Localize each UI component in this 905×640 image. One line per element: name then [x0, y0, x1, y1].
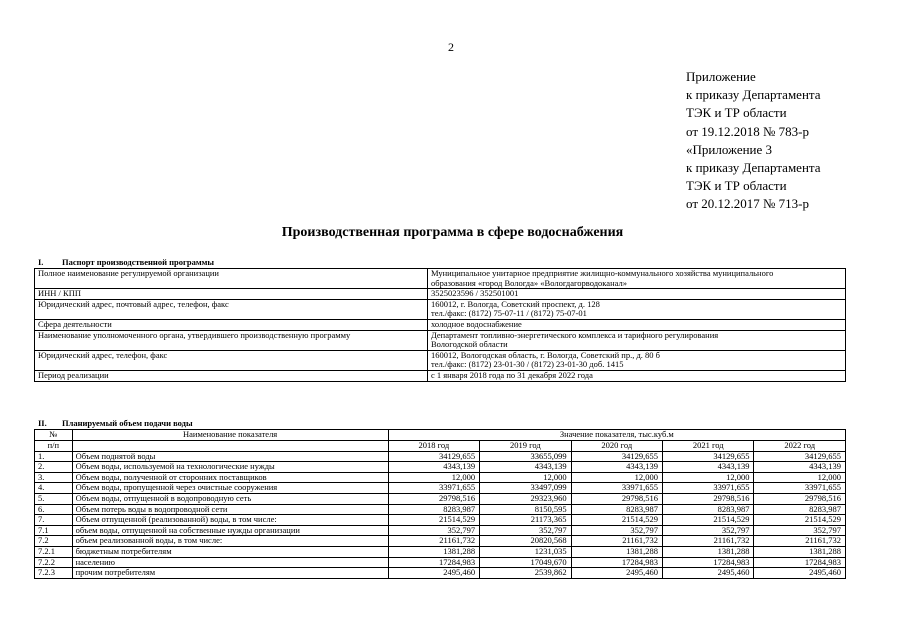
- row-value: 21173,365: [480, 515, 571, 526]
- year-header: 2022 год: [754, 440, 846, 451]
- row-value: 21161,732: [571, 536, 662, 547]
- appendix-line: Приложение: [686, 69, 756, 84]
- row-number: 7.2.2: [35, 557, 73, 568]
- passport-key: Период реализации: [35, 370, 428, 381]
- row-value: 21514,529: [571, 515, 662, 526]
- passport-value: [428, 350, 846, 370]
- row-name: Объем воды, полученной от сторонних поставщиков: [72, 472, 388, 483]
- table-row: [35, 451, 846, 462]
- row-value: 1381,288: [754, 546, 846, 557]
- appendix-line: к приказу Департамента: [686, 87, 821, 103]
- row-number: 4.: [35, 483, 73, 494]
- table-row: [35, 525, 846, 536]
- row-value: 17049,670: [480, 557, 571, 568]
- row-number: 7.2: [35, 536, 73, 547]
- row-name: населению: [72, 557, 388, 568]
- year-header: 2020 год: [571, 440, 662, 451]
- row-number: 7.2.1: [35, 546, 73, 557]
- row-value: 21514,529: [663, 515, 754, 526]
- passport-value-line: 160012, Вологодская область, г. Вологда, Советский пр., д. 80 б: [431, 349, 661, 360]
- row-value: 33655,099: [480, 451, 571, 462]
- passport-value-line: Вологодской области: [431, 339, 508, 350]
- row-value: 29323,960: [480, 493, 571, 504]
- row-number: 7.1: [35, 525, 73, 536]
- passport-row: [35, 269, 846, 289]
- row-value: 12,000: [388, 472, 479, 483]
- row-value: 29798,516: [663, 493, 754, 504]
- row-name: объем реализованной воды, в том числе:: [72, 536, 388, 547]
- table-row: [35, 504, 846, 515]
- table-row: [35, 493, 846, 504]
- row-value: 21161,732: [663, 536, 754, 547]
- passport-table: [34, 268, 846, 382]
- row-value: 2495,460: [571, 568, 662, 579]
- row-name: объем воды, отпущенной на собственные нужды организации: [72, 525, 388, 536]
- row-number: 7.: [35, 515, 73, 526]
- table-row: [35, 546, 846, 557]
- row-value: 20820,568: [480, 536, 571, 547]
- row-value: 17284,983: [754, 557, 846, 568]
- passport-value-line: 3525023596 / 352501001: [431, 288, 519, 299]
- row-value: 8283,987: [754, 504, 846, 515]
- row-number: 6.: [35, 504, 73, 515]
- row-value: 12,000: [571, 472, 662, 483]
- row-value: 33971,655: [388, 483, 479, 494]
- row-value: 352,797: [480, 525, 571, 536]
- row-value: 29798,516: [754, 493, 846, 504]
- year-header: 2021 год: [663, 440, 754, 451]
- appendix-line: ТЭК и ТР области: [686, 105, 787, 121]
- row-value: 34129,655: [663, 451, 754, 462]
- appendix-note: [686, 68, 821, 214]
- row-name: Объем воды, пропущенной через очистные сооружения: [72, 483, 388, 494]
- row-value: 2539,862: [480, 568, 571, 579]
- row-value: 33971,655: [663, 483, 754, 494]
- section-title: Планируемый объем подачи воды: [62, 418, 193, 428]
- row-value: 4343,139: [480, 462, 571, 473]
- row-name: Объем поднятой воды: [72, 451, 388, 462]
- passport-key: Наименование уполномоченного органа, утвердившего производственную программу: [35, 330, 428, 350]
- row-value: 8283,987: [571, 504, 662, 515]
- passport-value-line: с 1 января 2018 года по 31 декабря 2022 года: [431, 369, 593, 380]
- row-value: 352,797: [571, 525, 662, 536]
- passport-value: [428, 330, 846, 350]
- year-header: 2019 год: [480, 440, 571, 451]
- appendix-line: «Приложение 3: [686, 141, 773, 157]
- row-name: прочим потребителям: [72, 568, 388, 579]
- passport-value-line: образования «город Вологда» «Вологдагорводоканал»: [431, 277, 627, 288]
- appendix-line: от 20.12.2017 № 713-р: [686, 196, 809, 212]
- row-value: 17284,983: [388, 557, 479, 568]
- passport-key: Юридический адрес, почтовый адрес, телефон, факс: [35, 299, 428, 319]
- row-value: 4343,139: [663, 462, 754, 473]
- passport-row: [35, 330, 846, 350]
- row-value: 4343,139: [754, 462, 846, 473]
- row-value: 8283,987: [663, 504, 754, 515]
- row-value: 1381,288: [388, 546, 479, 557]
- row-value: 33971,655: [754, 483, 846, 494]
- passport-value: [428, 370, 846, 381]
- table-row: [35, 462, 846, 473]
- row-value: 33497,099: [480, 483, 571, 494]
- passport-key: Полное наименование регулируемой организации: [35, 269, 428, 289]
- row-value: 4343,139: [571, 462, 662, 473]
- row-number: 7.2.3: [35, 568, 73, 579]
- row-value: 1381,288: [571, 546, 662, 557]
- row-value: 2495,460: [663, 568, 754, 579]
- header-num2: п/п: [35, 440, 73, 451]
- row-name: Объем потерь воды в водопроводной сети: [72, 504, 388, 515]
- table-row: [35, 483, 846, 494]
- row-number: 1.: [35, 451, 73, 462]
- passport-value: [428, 289, 846, 300]
- row-value: 12,000: [663, 472, 754, 483]
- passport-row: [35, 299, 846, 319]
- header-name-cont: [72, 440, 388, 451]
- row-value: 1231,035: [480, 546, 571, 557]
- appendix-line: ТЭК и ТР области: [686, 178, 787, 194]
- section-title: Паспорт производственной программы: [62, 257, 215, 267]
- table-row: [35, 472, 846, 483]
- row-value: 12,000: [480, 472, 571, 483]
- row-value: 2495,460: [754, 568, 846, 579]
- passport-row: [35, 370, 846, 381]
- passport-value: [428, 299, 846, 319]
- passport-value-line: 160012, г. Вологда, Советский проспект, д. 128: [431, 298, 600, 309]
- row-value: 21161,732: [754, 536, 846, 547]
- row-value: 8283,987: [388, 504, 479, 515]
- document-title: Производственная программа в сфере водоснабжения: [281, 225, 624, 240]
- year-header: 2018 год: [388, 440, 479, 451]
- table-row: [35, 536, 846, 547]
- passport-value-line: Департамент топливно-энергетического комплекса и тарифного регулирования: [431, 329, 719, 340]
- water-volume-table: [34, 429, 846, 579]
- row-number: 2.: [35, 462, 73, 473]
- appendix-line: от 19.12.2018 № 783-р: [686, 123, 809, 139]
- passport-value: [428, 269, 846, 289]
- passport-key: ИНН / КПП: [35, 289, 428, 300]
- header-num: №: [35, 430, 73, 441]
- row-value: 352,797: [754, 525, 846, 536]
- row-value: 1381,288: [663, 546, 754, 557]
- passport-value-line: Муниципальное унитарное предприятие жилищно-коммунального хозяйства муниципального: [431, 268, 774, 278]
- header-name: Наименование показателя: [72, 430, 388, 441]
- header-values: Значение показателя, тыс.куб.м: [388, 430, 845, 441]
- passport-value-line: холодное водоснабжение: [431, 318, 522, 329]
- section-number: II.: [38, 418, 47, 428]
- row-value: 2495,460: [388, 568, 479, 579]
- row-value: 17284,983: [663, 557, 754, 568]
- passport-value-line: тел./факс: (8172) 23-01-30 / (8172) 23-01-30 доб. 1415: [431, 359, 624, 370]
- row-number: 3.: [35, 472, 73, 483]
- row-value: 352,797: [663, 525, 754, 536]
- page-number: 2: [448, 40, 454, 54]
- row-value: 8150,595: [480, 504, 571, 515]
- table-row: [35, 515, 846, 526]
- row-name: Объем воды, отпущенной в водопроводную сеть: [72, 493, 388, 504]
- row-value: 352,797: [388, 525, 479, 536]
- passport-row: [35, 350, 846, 370]
- passport-row: [35, 319, 846, 330]
- table-row: [35, 568, 846, 579]
- row-value: 34129,655: [388, 451, 479, 462]
- passport-key: Сфера деятельности: [35, 319, 428, 330]
- row-value: 21514,529: [388, 515, 479, 526]
- row-value: 12,000: [754, 472, 846, 483]
- row-name: бюджетным потребителям: [72, 546, 388, 557]
- row-value: 21161,732: [388, 536, 479, 547]
- passport-value: [428, 319, 846, 330]
- row-number: 5.: [35, 493, 73, 504]
- row-value: 21514,529: [754, 515, 846, 526]
- row-value: 4343,139: [388, 462, 479, 473]
- row-value: 34129,655: [754, 451, 846, 462]
- passport-value-line: тел./факс: (8172) 75-07-11 / (8172) 75-07-01: [431, 308, 587, 319]
- table-row: [35, 557, 846, 568]
- row-value: 34129,655: [571, 451, 662, 462]
- row-value: 29798,516: [571, 493, 662, 504]
- section-number: I.: [38, 257, 44, 267]
- passport-key: Юридический адрес, телефон, факс: [35, 350, 428, 370]
- row-name: Объем воды, используемой на технологические нужды: [72, 462, 388, 473]
- row-value: 33971,655: [571, 483, 662, 494]
- row-name: Объем отпущенной (реализованной) воды, в том числе:: [72, 515, 388, 526]
- appendix-line: к приказу Департамента: [686, 160, 821, 176]
- row-value: 29798,516: [388, 493, 479, 504]
- passport-row: [35, 289, 846, 300]
- row-value: 17284,983: [571, 557, 662, 568]
